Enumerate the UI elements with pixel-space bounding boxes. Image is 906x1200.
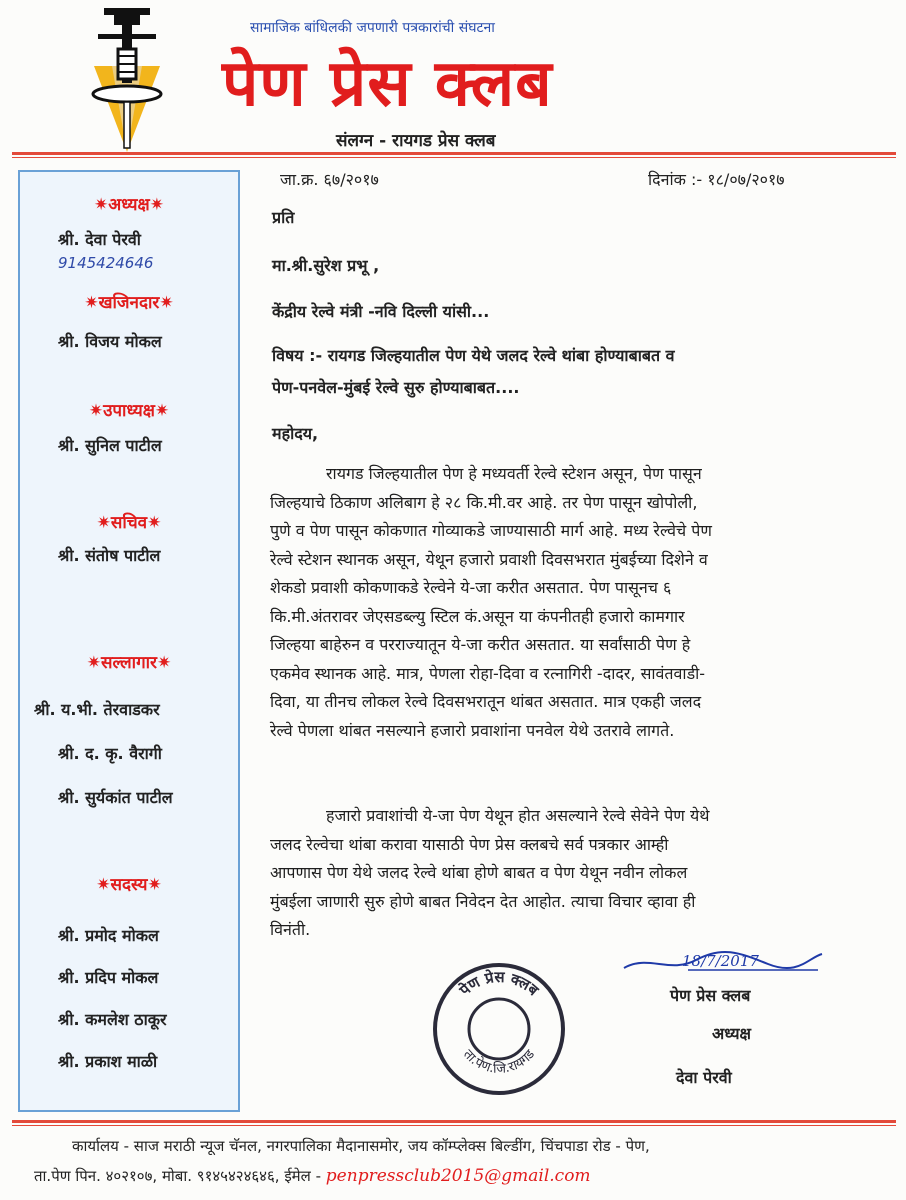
signatory-org: पेण प्रेस क्लब <box>670 986 751 1005</box>
paragraph-line: जलद रेल्वेचा थांबा करावा यासाठी पेण प्रेस क्लबचे सर्व पत्रकार आम्ही <box>270 834 669 854</box>
role-treasurer: ✷खजिनदार✷ <box>84 293 174 313</box>
paragraph-line: जिल्हयाचे ठिकाण अलिबाग हे २८ कि.मी.वर आहे. तर पेण पासून खोपोली, <box>270 492 698 512</box>
paragraph-line: कि.मी.अंतरावर जेएसडब्ल्यु स्टिल कं.असून या कंपनीतही हजारो कामगार <box>270 606 685 626</box>
office-address: कार्यालय - साज मराठी न्यूज चॅनल, नगरपालिका मैदानासमोर, जय कॉम्प्लेक्स बिल्डींग, चिंचपाडा रोड - पेण, <box>72 1137 650 1155</box>
contact-line <box>34 1166 591 1186</box>
paragraph-line: दिवा, या तीनच लोकल रेल्वे दिवसभरातून थांबत असतात. मात्र एकही जलद <box>270 692 702 711</box>
member-name: श्री. द. कृ. वैरागी <box>58 744 162 763</box>
subject-line-1: विषय :- रायगड जिल्हयातील पेण येथे जलद रेल्वे थांबा होण्याबाबत व <box>272 346 675 365</box>
paragraph-line: आपणास पेण येथे जलद रेल्वे थांबा होणे बाबत व पेण येथून नवीन लोकल <box>270 863 688 882</box>
member-name: श्री. य.भी. तेरवाडकर <box>34 700 160 719</box>
paragraph-line: रेल्वे स्टेशन स्थानक असून, येथून हजारो प्रवाशी दिवसभरात मुंबईच्या दिशेने व <box>270 549 708 569</box>
member-name: श्री. सुनिल पाटील <box>58 436 162 455</box>
footer-divider-thin <box>12 1125 896 1126</box>
member-name: श्री. प्रमोद मोकल <box>58 926 159 945</box>
header-divider-thin <box>12 157 896 158</box>
role-secretary: ✷सचिव✷ <box>96 513 162 533</box>
paragraph-line: जिल्हया बाहेरुन व परराज्यातून ये-जा करीत असतात. या सर्वांसाठी पेण हे <box>270 635 691 654</box>
member-name: श्री. कमलेश ठाकूर <box>58 1010 167 1029</box>
club-seal <box>430 960 568 1098</box>
role-vice-president: ✷उपाध्यक्ष✷ <box>88 401 170 421</box>
pin-mobile-text: ता.पेण पिन. ४०२१०७, मोबा. ९१४५४२४६४६, ईमेल - <box>34 1167 322 1185</box>
member-name: श्री. सुर्यकांत पाटील <box>58 788 173 807</box>
signatory-role: अध्यक्ष <box>712 1024 751 1043</box>
club-title: पेण प्रेस क्लब <box>222 47 553 121</box>
paragraph-line: एकमेव स्थानक आहे. मात्र, पेणला रोहा-दिवा व रत्नागिरी -दादर, सावंतवाडी- <box>270 663 706 683</box>
role-advisors: ✷सल्लागार✷ <box>86 653 172 673</box>
paragraph-line: हजारो प्रवाशांची ये-जा पेण येथून होत असल्याने रेल्वे सेवेने पेण येथे <box>326 806 710 825</box>
body-paragraph-2 <box>270 802 856 945</box>
letter-date: दिनांक :- १८/०७/२०१७ <box>648 170 785 189</box>
salutation: महोदय, <box>272 424 319 443</box>
member-name: श्री. प्रकाश माळी <box>58 1052 158 1071</box>
paragraph-line: शेकडो प्रवाशी कोकणाकडे रेल्वेने ये-जा करीत असतात. पेण पासूनच ६ <box>270 578 672 597</box>
member-name: श्री. विजय मोकल <box>58 332 162 351</box>
club-logo <box>82 4 172 154</box>
office-bearers-panel <box>18 170 240 1112</box>
club-affiliation: संलग्न - रायगड प्रेस क्लब <box>336 131 496 151</box>
paragraph-line: विनंती. <box>270 920 311 939</box>
club-tagline: सामाजिक बांधिलकी जपणारी पत्रकारांची संघटना <box>250 20 495 36</box>
president-phone: 9145424646 <box>58 254 154 272</box>
header-divider <box>12 152 896 155</box>
member-name: श्री. संतोष पाटील <box>58 546 161 565</box>
signatory-name: देवा पेरवी <box>676 1068 732 1087</box>
paragraph-line: रेल्वे पेणला थांबत नसल्याने हजारो प्रवाशांना पनवेल येथे उतरावे लागते. <box>270 720 675 740</box>
paragraph-line: मुंबईला जाणारी सुरु होणे बाबत निवेदन देत आहोत. त्याचा विचार व्हावा ही <box>270 891 696 911</box>
role-members: ✷सदस्य✷ <box>96 875 162 895</box>
recipient-title: केंद्रीय रेल्वे मंत्री -नवि दिल्ली यांसी... <box>272 302 490 321</box>
member-name: श्री. देवा पेरवी <box>58 230 141 249</box>
subject-line-2: पेण-पनवेल-मुंबई रेल्वे सुरु होण्याबाबत.... <box>272 378 520 397</box>
member-name: श्री. प्रदिप मोकल <box>58 968 159 987</box>
paragraph-line: पुणे व पेण पासून कोकणात गोव्याकडे जाण्यासाठी मार्ग आहे. मध्य रेल्वेचे पेण <box>270 521 712 540</box>
role-president: ✷अध्यक्ष✷ <box>94 195 164 215</box>
paragraph-line: रायगड जिल्हयातील पेण हे मध्यवर्ती रेल्वे स्टेशन असून, पेण पासून <box>326 464 702 483</box>
body-paragraph-1 <box>270 460 856 745</box>
svg-text:ता.पेण.जि.रायगड <box>460 1046 539 1076</box>
recipient-name: मा.श्री.सुरेश प्रभू , <box>272 256 380 275</box>
seal-top-text: पेण प्रेस क्लब <box>455 967 543 1000</box>
email-address: penpressclub2015@gmail.com <box>325 1166 591 1186</box>
reference-number: जा.क्र. ६७/२०१७ <box>280 170 379 189</box>
seal-bottom-text: ता.पेण.जि.रायगड <box>459 1047 538 1077</box>
footer-divider <box>12 1120 896 1123</box>
to-label: प्रति <box>272 208 295 227</box>
signature-date: 18/7/2017 <box>682 952 759 970</box>
